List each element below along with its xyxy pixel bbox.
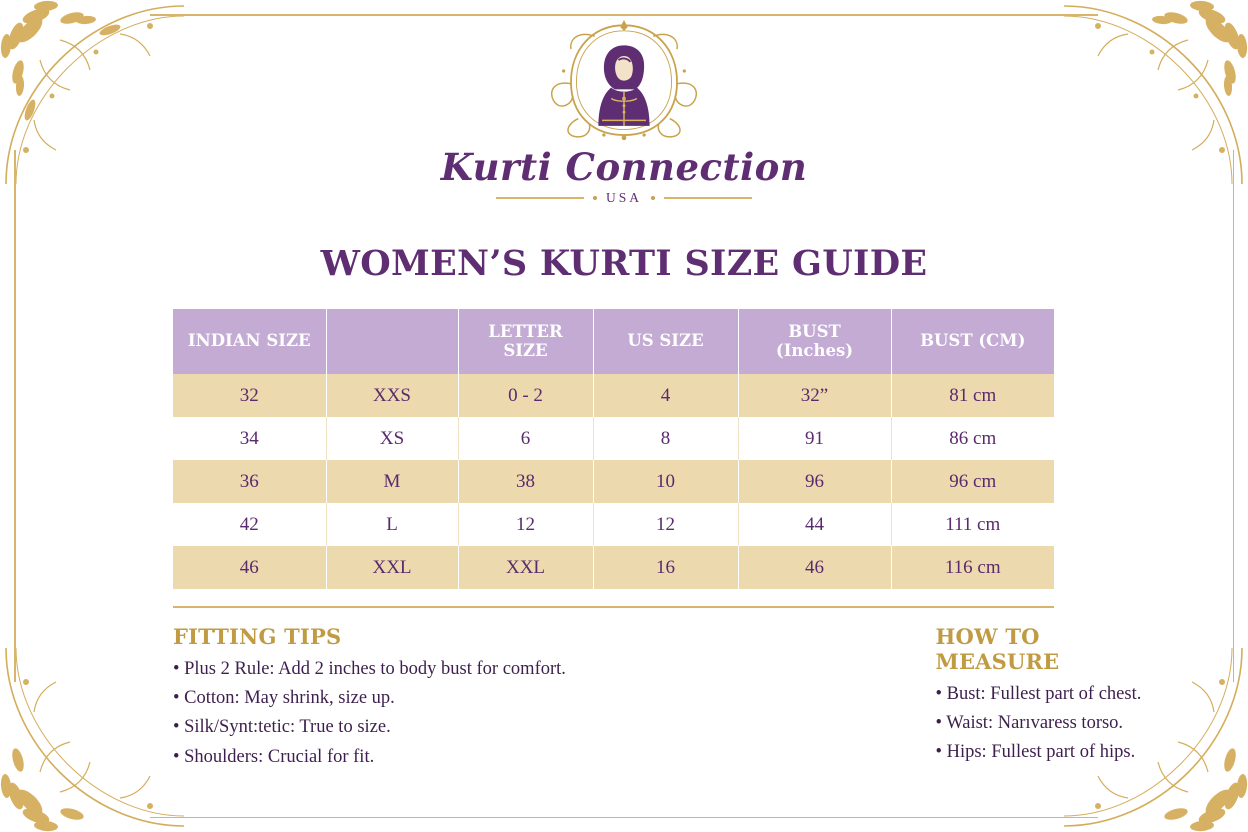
section-divider — [173, 606, 1054, 608]
list-item: • Bust: Fullest part of chest. — [935, 684, 1142, 704]
list-item: • Silk/Synt:tetic: True to size. — [173, 717, 391, 738]
cell-indian-size: 34 — [173, 417, 326, 460]
table-row — [173, 503, 1054, 546]
cell-letter-size: 12 — [458, 503, 593, 546]
cell-letter-size: 6 — [458, 417, 593, 460]
page-title: WOMEN’S KURTI SIZE GUIDE — [320, 243, 928, 284]
cell-bust-inches: 46 — [738, 546, 891, 589]
fitting-tips-heading: FITTING TIPS — [173, 624, 342, 649]
table-row — [173, 460, 1054, 503]
column-header-us-size — [593, 309, 738, 374]
woman-in-kurti-emblem-icon — [514, 18, 734, 146]
info-sections — [173, 624, 1142, 772]
cell-bust-cm: 81 cm — [891, 374, 1054, 417]
column-header-blank — [326, 309, 458, 374]
corner-ornament-bottom-right — [1058, 642, 1248, 832]
cell-bust-inches: 32” — [738, 374, 891, 417]
cell-us-size: 4 — [593, 374, 738, 417]
column-header-indian-size — [173, 309, 326, 374]
cell-bust-cm: 116 cm — [891, 546, 1054, 589]
cell-size-code: M — [326, 460, 458, 503]
brand-subtitle: USA — [605, 189, 642, 205]
header-line: SIZE — [503, 340, 548, 360]
list-item: • Waist: Narıvaress torso. — [935, 713, 1124, 734]
cell-bust-cm: 96 cm — [891, 460, 1054, 503]
fitting-tips-section — [173, 624, 614, 772]
header-line: (Inches) — [775, 340, 854, 360]
cell-indian-size: 46 — [173, 546, 326, 589]
header-line: US SIZE — [627, 331, 704, 351]
cell-size-code: L — [326, 503, 458, 546]
list-item: • Shoulders: Crucial for fit. — [173, 746, 375, 767]
corner-ornament-bottom-left — [0, 642, 190, 832]
cell-indian-size: 36 — [173, 460, 326, 503]
cell-bust-inches: 44 — [738, 503, 891, 546]
brand-dot-left — [593, 196, 597, 200]
brand-name: Kurti Connection — [440, 145, 808, 189]
cell-bust-cm: 111 cm — [891, 503, 1054, 546]
cell-bust-cm: 86 cm — [891, 417, 1054, 460]
cell-bust-inches: 91 — [738, 417, 891, 460]
cell-us-size: 8 — [593, 417, 738, 460]
header-line: LETTER — [488, 322, 563, 342]
frame-line-top — [150, 14, 1098, 16]
list-item: • Cotton: May shrink, size up. — [173, 688, 395, 709]
fitting-tips-list — [173, 655, 614, 772]
column-header-bust-inches — [738, 309, 891, 374]
list-item: • Hips: Fullest part of hips. — [935, 742, 1136, 763]
frame-line-bottom — [150, 817, 1098, 819]
size-chart-table — [173, 309, 1054, 589]
cell-indian-size: 42 — [173, 503, 326, 546]
header-line: BUST (CM) — [920, 331, 1026, 351]
cell-indian-size: 32 — [173, 374, 326, 417]
cell-us-size: 12 — [593, 503, 738, 546]
cell-size-code: XS — [326, 417, 458, 460]
cell-bust-inches: 96 — [738, 460, 891, 503]
cell-size-code: XXS — [326, 374, 458, 417]
frame-line-left — [14, 150, 16, 682]
brand-sub-row — [0, 190, 1248, 206]
cell-size-code: XXL — [326, 546, 458, 589]
column-header-letter-size — [458, 309, 593, 374]
header-line: BUST — [788, 322, 841, 342]
table-row — [173, 374, 1054, 417]
how-to-measure-section — [614, 624, 1142, 772]
brand-dot-right — [651, 196, 655, 200]
cell-letter-size: 0 - 2 — [458, 374, 593, 417]
cell-us-size: 10 — [593, 460, 738, 503]
table-row — [173, 546, 1054, 589]
frame-line-right — [1233, 150, 1235, 682]
list-item: • Plus 2 Rule: Add 2 inches to body bust for comfort. — [173, 659, 566, 679]
cell-us-size: 16 — [593, 546, 738, 589]
how-to-measure-list — [935, 680, 1142, 768]
header-line: INDIAN SIZE — [187, 331, 311, 351]
cell-letter-size: 38 — [458, 460, 593, 503]
how-to-measure-heading: HOW TO MEASURE — [935, 624, 1060, 674]
brand-rule-left — [496, 197, 584, 198]
brand-rule-right — [664, 197, 752, 198]
column-header-bust-cm — [891, 309, 1054, 374]
table-row — [173, 417, 1054, 460]
table-header-row — [173, 309, 1054, 374]
cell-letter-size: XXL — [458, 546, 593, 589]
brand-logo-block — [0, 18, 1248, 206]
